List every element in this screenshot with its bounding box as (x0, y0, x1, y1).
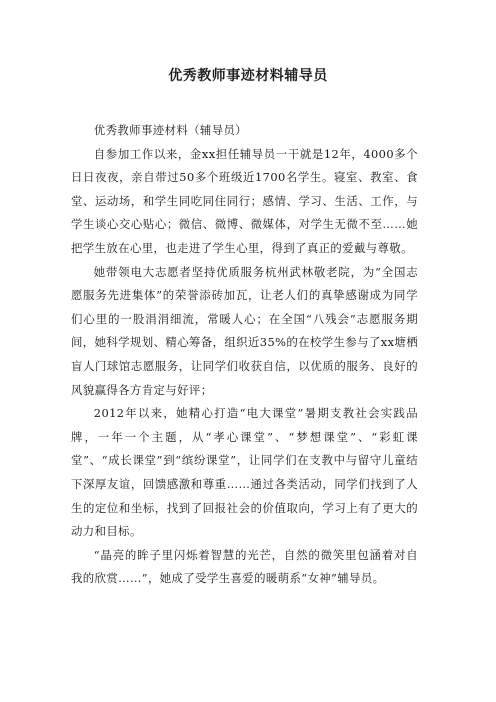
paragraph-subtitle: 优秀教师事迹材料（辅导员） (93, 123, 248, 137)
paragraph: 她带领电大志愿者坚持优质服务杭州武林敬老院，为“全国志愿服务先进集体”的荣誉添砖加瓦，让老人们的真挚感谢成为同学们心里的一股涓涓细流，常暖人心；在全国“八残会”志愿服务期间，她科学规划、精心筹备，组织近35%的在校学生参与了xx塘栖盲人门球馆志愿服务，让同学们收获自信，以优质的服务、良好的风貌赢得各方肯定与好评； (71, 264, 418, 397)
paragraph: 2012年以来，她精心打造“电大课堂”暑期支教社会实践品牌，一年一个主题，从“孝心课堂”、“梦想课堂”、“彩虹课堂”、“成长课堂”到“缤纷课堂”，让同学们在支教中与留守儿童结下深厚友谊，回馈感激和尊重……通过各类活动，同学们找到了人生的定位和坐标，找到了回报社会的价值取向，学习上有了更大的动力和目标。 (71, 406, 418, 539)
document-body (71, 119, 418, 591)
paragraph: 自参加工作以来，金xx担任辅导员一干就是12年，4000多个日日夜夜，亲自带过50多个班级近1700名学生。寝室、教室、食堂、运动场，和学生同吃同住同行；感情、学习、生活、工作，与学生谈心交心贴心；微信、微博、微媒体，对学生无微不至……她把学生放在心里，也走进了学生心里，得到了真正的爱戴与尊敬。 (71, 146, 418, 255)
paragraph: “晶亮的眸子里闪烁着智慧的光芒，自然的微笑里包涵着对自我的欣赏……”，她成了受学生喜爱的暖萌系“女神”辅导员。 (71, 547, 418, 586)
document-title: 优秀教师事迹材料辅导员 (168, 68, 328, 84)
